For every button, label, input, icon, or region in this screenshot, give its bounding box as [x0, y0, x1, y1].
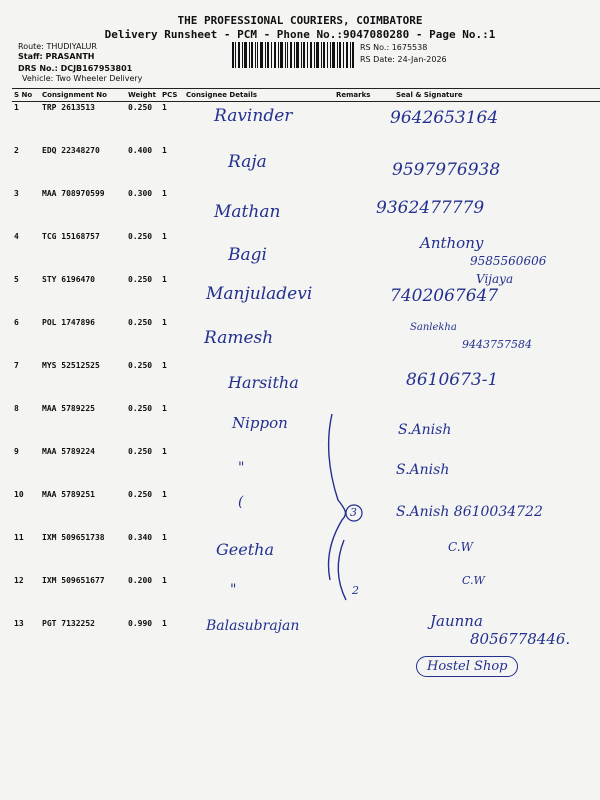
- drs-number: DRS No.: DCJB167953801: [18, 64, 133, 73]
- row-sno: 9: [14, 447, 19, 456]
- col-consignee: Consignee Details: [186, 91, 258, 99]
- row-pcs: 1: [162, 447, 167, 456]
- handwritten-signature: 9362477779: [376, 198, 485, 218]
- row-weight: 0.250: [128, 447, 153, 456]
- row-pcs: 1: [162, 490, 167, 499]
- col-weight: Weight: [128, 91, 156, 99]
- table-row: [12, 574, 600, 617]
- table-row: [12, 445, 600, 488]
- row-consignment: MYS 52512525: [42, 361, 100, 370]
- handwritten-signature: 9642653164: [390, 108, 499, 128]
- row-pcs: 1: [162, 361, 167, 370]
- row-consignment: IXM 509651738: [42, 533, 105, 542]
- handwritten-name: Geetha: [216, 540, 274, 559]
- row-sno: 1: [14, 103, 19, 112]
- handwritten-name: Harsitha: [228, 373, 299, 392]
- col-remarks: Remarks: [336, 91, 371, 99]
- col-consignment: Consignment No: [42, 91, 107, 99]
- route-label: Route: THUDIYALUR: [18, 42, 97, 51]
- handwritten-name: Manjuladevi: [206, 284, 313, 304]
- rs-number: RS No.: 1675538: [360, 43, 428, 52]
- handwritten-name: Mathan: [214, 202, 281, 222]
- row-consignment: MAA 5789251: [42, 490, 95, 499]
- row-sno: 10: [14, 490, 24, 499]
- row-weight: 0.250: [128, 361, 153, 370]
- vehicle-label: Vehicle: Two Wheeler Delivery: [22, 74, 143, 83]
- handwritten-signature: Jaunna: [430, 612, 483, 630]
- row-weight: 0.250: [128, 490, 153, 499]
- handwritten-signature: S.Anish 8610034722: [396, 504, 543, 520]
- row-sno: 7: [14, 361, 19, 370]
- handwritten-name: Raja: [228, 152, 267, 172]
- row-consignment: POL 1747896: [42, 318, 95, 327]
- row-sno: 13: [14, 619, 24, 628]
- row-sno: 12: [14, 576, 24, 585]
- row-weight: 0.200: [128, 576, 153, 585]
- row-pcs: 1: [162, 576, 167, 585]
- table-row: [12, 144, 600, 187]
- handwritten-signature: S.Anish: [398, 422, 452, 438]
- handwritten-signature: Hostel Shop: [416, 656, 518, 677]
- row-sno: 11: [14, 533, 24, 542]
- row-sno: 8: [14, 404, 19, 413]
- handwritten-name: Balasubrajan: [206, 618, 300, 634]
- row-consignment: IXM 509651677: [42, 576, 105, 585]
- remarks-bracket: [318, 410, 378, 610]
- row-pcs: 1: [162, 318, 167, 327]
- row-pcs: 1: [162, 619, 167, 628]
- handwritten-signature: Sanlekha: [410, 322, 457, 333]
- row-weight: 0.250: [128, 404, 153, 413]
- row-pcs: 1: [162, 189, 167, 198]
- handwritten-signature: 7402067647: [390, 286, 499, 306]
- row-consignment: TCG 15168757: [42, 232, 100, 241]
- table-row: [12, 402, 600, 445]
- handwritten-signature: Anthony: [420, 234, 484, 252]
- runsheet-table: [12, 89, 600, 660]
- handwritten-signature: 9585560606: [470, 254, 547, 268]
- col-sno: S No: [14, 91, 33, 99]
- staff-label: Staff: PRASANTH: [18, 52, 95, 61]
- row-pcs: 1: [162, 275, 167, 284]
- row-weight: 0.990: [128, 619, 153, 628]
- handwritten-signature: Vijaya: [476, 272, 514, 286]
- table-row: [12, 359, 600, 402]
- row-consignment: PGT 7132252: [42, 619, 95, 628]
- handwritten-signature: 8056778446.: [470, 630, 571, 648]
- row-consignment: MAA 5789225: [42, 404, 95, 413]
- row-weight: 0.400: [128, 146, 153, 155]
- row-sno: 4: [14, 232, 19, 241]
- handwritten-name: Bagi: [228, 245, 267, 265]
- bracket-mark: 2: [352, 584, 359, 597]
- row-consignment: MAA 5789224: [42, 447, 95, 456]
- row-weight: 0.250: [128, 232, 153, 241]
- col-pcs: PCS: [162, 91, 178, 99]
- handwritten-signature: S.Anish: [396, 462, 450, 478]
- row-consignment: MAA 708970599: [42, 189, 105, 198]
- row-weight: 0.250: [128, 103, 153, 112]
- row-weight: 0.250: [128, 275, 153, 284]
- row-weight: 0.300: [128, 189, 153, 198]
- handwritten-name: ": [230, 582, 237, 598]
- table-row: [12, 531, 600, 574]
- table-row: [12, 101, 600, 144]
- row-pcs: 1: [162, 232, 167, 241]
- row-weight: 0.340: [128, 533, 153, 542]
- handwritten-signature: 9443757584: [462, 338, 532, 351]
- handwritten-name: (: [238, 494, 244, 510]
- row-sno: 6: [14, 318, 19, 327]
- row-consignment: STY 6196470: [42, 275, 95, 284]
- rs-date: RS Date: 24-Jan-2026: [360, 55, 447, 64]
- row-pcs: 1: [162, 103, 167, 112]
- row-sno: 2: [14, 146, 19, 155]
- row-pcs: 1: [162, 533, 167, 542]
- company-title: THE PROFESSIONAL COURIERS, COIMBATORE: [177, 14, 423, 27]
- row-consignment: TRP 2613513: [42, 103, 95, 112]
- row-sno: 3: [14, 189, 19, 198]
- handwritten-signature: C.W: [448, 540, 473, 554]
- barcode: [232, 42, 354, 68]
- row-weight: 0.250: [128, 318, 153, 327]
- table-row: [12, 187, 600, 230]
- handwritten-name: Ramesh: [204, 328, 274, 348]
- handwritten-name: Ravinder: [214, 106, 293, 126]
- row-pcs: 1: [162, 404, 167, 413]
- row-sno: 5: [14, 275, 19, 284]
- handwritten-signature: C.W: [462, 574, 485, 587]
- col-signature: Seal & Signature: [396, 91, 463, 99]
- runsheet-subtitle: Delivery Runsheet - PCM - Phone No.:9047080280 - Page No.:1: [104, 28, 496, 41]
- row-pcs: 1: [162, 146, 167, 155]
- handwritten-name: Nippon: [232, 414, 288, 432]
- bracket-mark: 3: [350, 506, 357, 519]
- handwritten-name: ": [238, 460, 245, 476]
- row-consignment: EDQ 22348270: [42, 146, 100, 155]
- handwritten-signature: 9597976938: [392, 160, 501, 180]
- handwritten-signature: 8610673-1: [406, 370, 499, 390]
